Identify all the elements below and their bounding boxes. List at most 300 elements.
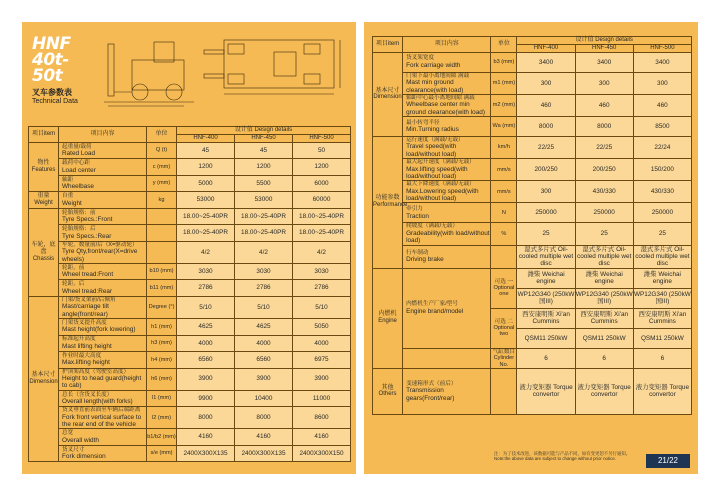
spec-item-zh: 自重 bbox=[62, 193, 74, 200]
engine-value: WP12G340 (250kW国III) bbox=[517, 288, 575, 308]
spec-item-zh: 轮胎规格：前 bbox=[62, 209, 96, 216]
others-value: 液力变矩器 Torque convertor bbox=[517, 368, 575, 414]
spec-item bbox=[403, 52, 491, 72]
spec-value: 10400 bbox=[235, 390, 293, 407]
spec-value: 5/10 bbox=[235, 296, 293, 318]
spec-item-en: Tyre Specs.:Front bbox=[62, 216, 113, 224]
engine-row bbox=[373, 348, 692, 368]
spec-value: 2786 bbox=[235, 280, 293, 297]
table-row bbox=[29, 296, 351, 318]
spec-unit: Q (t) bbox=[147, 142, 177, 159]
spec-item-zh: 车轮，数量前/后（X=驱动轮） bbox=[62, 241, 138, 248]
spec-item-zh: 门架货叉提升高度 bbox=[62, 319, 107, 326]
spec-value: 3900 bbox=[177, 368, 235, 390]
spec-item-en: Driving brake bbox=[406, 256, 444, 264]
engine-value: 西安康明斯 Xi'an Cummins bbox=[633, 308, 691, 328]
spec-unit: h3 (mm) bbox=[147, 335, 177, 352]
spec-item bbox=[403, 159, 491, 181]
engine-brand-label-en: Engine brand/model bbox=[406, 307, 464, 315]
spec-item-zh: 护顶架高度（驾驶室高度） bbox=[62, 368, 130, 375]
table-row bbox=[29, 368, 351, 390]
header-content: 项目内容 bbox=[59, 127, 147, 143]
others-item-zh: 变速箱形式（前后） bbox=[406, 380, 457, 387]
spec-value: 8600 bbox=[293, 407, 351, 429]
spec-value: 5000 bbox=[177, 175, 235, 192]
spec-item-en: Mast height(fork lowering) bbox=[62, 326, 136, 334]
others-item bbox=[403, 368, 491, 414]
spec-value: 430/330 bbox=[633, 181, 691, 203]
spec-item-en: Min.Turning radius bbox=[406, 126, 459, 134]
cylinder-zh: 气缸数目 bbox=[492, 348, 516, 355]
engine-value: QSM11 250kW bbox=[633, 328, 691, 348]
group-label bbox=[373, 368, 403, 414]
engine-value: 西安康明斯 Xi'an Cummins bbox=[575, 308, 633, 328]
engine-brand-label-zh: 内燃机生产厂家/型号 bbox=[406, 301, 458, 308]
footnote-zh: 注：为了技术改进，该数据可能与产品不同，如有变更恕不另行通知。 bbox=[494, 450, 631, 456]
spec-value: 4160 bbox=[293, 429, 351, 446]
spec-unit: Wa (mm) bbox=[491, 117, 517, 137]
spec-item-en: Wheel tread:Rear bbox=[62, 287, 113, 295]
spec-value: 5050 bbox=[293, 319, 351, 336]
spec-item-zh: 牵引力 bbox=[406, 206, 423, 213]
spec-value: 4/2 bbox=[177, 241, 235, 263]
model-line-1: HNF bbox=[32, 34, 71, 54]
spec-value: 18.00~25-40PR bbox=[177, 225, 235, 242]
table-row bbox=[29, 192, 351, 209]
spec-value: 6975 bbox=[293, 352, 351, 369]
spec-unit: m2 (mm) bbox=[491, 94, 517, 116]
spec-item-en: Mast lifting height bbox=[62, 342, 112, 350]
spec-item bbox=[59, 241, 147, 263]
spec-value: 8500 bbox=[633, 117, 691, 137]
title-en: Technical Data bbox=[32, 98, 78, 105]
engine-brand-label bbox=[403, 268, 491, 348]
table-row bbox=[29, 175, 351, 192]
group-label-en: Performance bbox=[373, 202, 408, 209]
spec-value: 200/250 bbox=[575, 159, 633, 181]
spec-unit: mm/s bbox=[491, 159, 517, 181]
spec-value: 2786 bbox=[293, 280, 351, 297]
spec-value: 45 bbox=[235, 142, 293, 159]
table-row bbox=[29, 241, 351, 263]
spec-value: 25 bbox=[633, 223, 691, 245]
table-row bbox=[373, 137, 692, 159]
spec-value: 45 bbox=[177, 142, 235, 159]
spec-value: 5500 bbox=[235, 175, 293, 192]
left-page bbox=[22, 22, 356, 474]
spec-value: 3030 bbox=[177, 263, 235, 280]
spec-value: 2400X300X135 bbox=[235, 445, 293, 462]
engine-value: 潍柴 Weichai engine bbox=[633, 268, 691, 288]
spec-item-en: Fork dimension bbox=[62, 453, 106, 461]
spec-item bbox=[403, 181, 491, 203]
group-label bbox=[29, 142, 59, 192]
group-label bbox=[29, 192, 59, 209]
spec-item bbox=[403, 94, 491, 116]
spec-item-en: Overall length(with forks) bbox=[62, 397, 133, 405]
spec-value: 1200 bbox=[177, 159, 235, 176]
spec-item-zh: 标准起升高度 bbox=[62, 336, 96, 343]
header-unit: 单位 bbox=[491, 37, 517, 53]
spec-item bbox=[59, 335, 147, 352]
spec-value: 2400X300X135 bbox=[177, 445, 235, 462]
group-label bbox=[29, 296, 59, 461]
spec-item bbox=[59, 225, 147, 242]
table-row bbox=[29, 390, 351, 407]
spec-unit: b11 (mm) bbox=[147, 280, 177, 297]
group-label-zh: 物性 bbox=[37, 160, 50, 167]
engine-value: QSM11 250kW bbox=[575, 328, 633, 348]
table-row bbox=[29, 429, 351, 446]
spec-value: 460 bbox=[633, 94, 691, 116]
group-label bbox=[373, 268, 403, 368]
spec-unit bbox=[147, 208, 177, 225]
spec-item-zh: 最大起升速度（满载/无载） bbox=[406, 159, 475, 166]
spec-value: 4000 bbox=[293, 335, 351, 352]
spec-item-zh: 爬坡度（满载/无载） bbox=[406, 223, 458, 230]
spec-unit: h6 (mm) bbox=[147, 368, 177, 390]
spec-item bbox=[59, 319, 147, 336]
spec-item-zh: 最大下降速度（满载/无载） bbox=[406, 181, 475, 188]
group-label-en: Chassis bbox=[32, 255, 55, 262]
spec-item-en: Tyre Qty,front/rear(X=drive wheels) bbox=[62, 248, 138, 263]
engine-value: 潍柴 Weichai engine bbox=[517, 268, 575, 288]
model-badge bbox=[32, 36, 88, 105]
spec-value: 150/200 bbox=[633, 159, 691, 181]
table-row bbox=[373, 52, 692, 72]
spec-value: 53000 bbox=[235, 192, 293, 209]
spec-item-zh: 门架/货叉架前/后倾角 bbox=[62, 296, 116, 303]
table-row bbox=[29, 352, 351, 369]
spec-value: 1200 bbox=[235, 159, 293, 176]
spec-value: 4625 bbox=[235, 319, 293, 336]
table-row bbox=[373, 159, 692, 181]
table-row bbox=[29, 335, 351, 352]
table-row bbox=[373, 223, 692, 245]
spec-value: 200/250 bbox=[517, 159, 575, 181]
spec-item-zh: 作业时最大高度 bbox=[62, 352, 102, 359]
engine-option-zh: 可选 一 bbox=[494, 278, 514, 285]
spec-value: 50 bbox=[293, 142, 351, 159]
spec-value: 湿式多片式 Oil-cooled multiple wet disc bbox=[635, 245, 690, 268]
engine-value: QSM11 250kW bbox=[517, 328, 575, 348]
engine-option-en: Optional one bbox=[493, 284, 515, 298]
spec-item bbox=[403, 117, 491, 137]
spec-item-zh: 轮距，后 bbox=[62, 281, 85, 288]
spec-value: 3030 bbox=[235, 263, 293, 280]
spec-item-zh: 起重量/载荷 bbox=[62, 143, 92, 150]
table-row bbox=[373, 181, 692, 203]
spec-item-zh: 载荷中心距 bbox=[62, 160, 90, 167]
spec-unit: Degree (°) bbox=[147, 296, 177, 318]
spec-item-en: Mast/carriage tilt angle(front/rear) bbox=[62, 303, 109, 318]
spec-item-en: Mast min ground clearance(with load) bbox=[406, 79, 464, 94]
table-row bbox=[29, 263, 351, 280]
left-spec-table bbox=[28, 126, 351, 462]
spec-value: 300 bbox=[517, 72, 575, 94]
spec-item-zh: 最小转弯半径 bbox=[406, 119, 440, 126]
spec-item-en: Rated Load bbox=[62, 150, 96, 158]
spec-item bbox=[59, 390, 147, 407]
spec-item bbox=[59, 159, 147, 176]
engine-option bbox=[491, 308, 517, 348]
group-label-zh: 基本尺寸 bbox=[375, 87, 400, 94]
spec-value: 53000 bbox=[177, 192, 235, 209]
spec-item-zh: 货叉垂直前表面至车辆后端距离 bbox=[62, 407, 141, 414]
header-design-details: 设计值 Design details bbox=[177, 127, 351, 135]
spec-value: 4/2 bbox=[293, 241, 351, 263]
spec-item-en: Load center bbox=[62, 166, 96, 174]
spec-value: 300 bbox=[575, 72, 633, 94]
right-page bbox=[364, 22, 698, 474]
group-label-en: Engine bbox=[378, 318, 397, 325]
group-label bbox=[373, 137, 408, 269]
footnote-en: Note:the above data are subject to change without prior notice. bbox=[494, 456, 617, 462]
spec-item bbox=[59, 192, 147, 209]
engine-option-en: Optional two bbox=[493, 324, 515, 338]
spec-item bbox=[59, 142, 147, 159]
cylinder-en: Cylinder No. bbox=[493, 355, 515, 368]
model-name: HNF-400 bbox=[177, 134, 235, 142]
spec-value: 6560 bbox=[177, 352, 235, 369]
spec-value: 4160 bbox=[235, 429, 293, 446]
spec-unit: s/e (mm) bbox=[147, 445, 177, 462]
spec-value: 430/330 bbox=[575, 181, 633, 203]
spec-unit bbox=[147, 225, 177, 242]
spec-unit: % bbox=[491, 223, 517, 245]
header-row bbox=[373, 37, 692, 45]
title-zh: 叉车参数表 bbox=[32, 88, 72, 97]
spec-unit: b1/b2 (mm) bbox=[147, 429, 177, 446]
others-row bbox=[373, 368, 692, 414]
spec-item bbox=[59, 407, 147, 429]
table-row bbox=[373, 203, 692, 223]
model-name: HNF-500 bbox=[293, 134, 351, 142]
spec-unit: h1 (mm) bbox=[147, 319, 177, 336]
spec-value: 3900 bbox=[235, 368, 293, 390]
spec-item-zh: 总长（含货叉长度） bbox=[62, 391, 113, 398]
spec-value: 250000 bbox=[517, 203, 575, 223]
group-label-zh: 内燃机 bbox=[378, 311, 397, 318]
spec-item bbox=[59, 368, 147, 390]
spec-item-en: Travel speed(with load/without load) bbox=[406, 143, 457, 158]
model-line-2: 40t-50t bbox=[32, 50, 69, 86]
spec-value: 3400 bbox=[633, 52, 691, 72]
spec-unit: b10 (mm) bbox=[147, 263, 177, 280]
engine-value: WP12G340 (250kW国III) bbox=[633, 288, 691, 308]
spec-unit: b3 (mm) bbox=[491, 52, 517, 72]
group-label bbox=[373, 52, 403, 136]
spec-value: 18.00~25-40PR bbox=[235, 208, 293, 225]
spec-item-zh: 轮距，前 bbox=[62, 264, 85, 271]
group-label-en: Others bbox=[378, 391, 397, 398]
table-row bbox=[29, 407, 351, 429]
spec-item bbox=[403, 203, 491, 223]
engine-value: 6 bbox=[517, 348, 575, 368]
spec-value: 60000 bbox=[293, 192, 351, 209]
spec-value: 3900 bbox=[293, 368, 351, 390]
group-label-en: Weight bbox=[34, 200, 53, 207]
spec-value: 250000 bbox=[575, 203, 633, 223]
spec-unit: kg bbox=[147, 192, 177, 209]
header-design-details: 设计值 Design details bbox=[517, 37, 692, 45]
spec-unit: km/h bbox=[491, 137, 517, 159]
spec-value: 460 bbox=[575, 94, 633, 116]
table-row bbox=[29, 208, 351, 225]
group-label-zh: 车轮，底盘 bbox=[31, 242, 56, 255]
spec-item-zh: 货叉架宽度 bbox=[406, 55, 435, 62]
engine-option bbox=[491, 268, 517, 308]
spec-item bbox=[59, 296, 147, 318]
group-label-zh: 其他 bbox=[381, 384, 394, 391]
table-row bbox=[29, 225, 351, 242]
spec-value: 湿式多片式 Oil-cooled multiple wet disc bbox=[577, 245, 632, 268]
spec-item-en: Weight bbox=[62, 199, 82, 207]
spec-unit bbox=[147, 241, 177, 263]
engine-value: WP12G340 (250kW国III) bbox=[575, 288, 633, 308]
spec-value: 3400 bbox=[517, 52, 575, 72]
cylinder-label bbox=[403, 348, 491, 368]
spec-unit: y (mm) bbox=[147, 175, 177, 192]
table-row bbox=[373, 72, 692, 94]
table-row bbox=[29, 159, 351, 176]
spec-value: 湿式多片式 Oil-cooled multiple wet disc bbox=[518, 245, 574, 268]
spec-unit: h4 (mm) bbox=[147, 352, 177, 369]
spec-item-zh: 轮胎规格：后 bbox=[62, 226, 96, 233]
spec-item-en: Max.lifting speed(with load/without load) bbox=[406, 165, 468, 180]
table-row bbox=[29, 445, 351, 462]
spec-value: 18.00~25-40PR bbox=[293, 208, 351, 225]
spec-item-zh: 货叉尺寸 bbox=[62, 446, 85, 453]
spec-unit: l1 (mm) bbox=[147, 390, 177, 407]
table-row bbox=[373, 94, 692, 116]
spec-item-zh: 行车制动 bbox=[406, 249, 429, 256]
spec-unit bbox=[491, 245, 517, 268]
spec-value: 460 bbox=[517, 94, 575, 116]
spec-item bbox=[59, 429, 147, 446]
spec-item bbox=[403, 223, 491, 245]
spec-value: 300 bbox=[517, 181, 575, 203]
spec-value: 8000 bbox=[517, 117, 575, 137]
spec-item bbox=[403, 72, 491, 94]
spec-value: 1200 bbox=[293, 159, 351, 176]
spec-value: 8000 bbox=[235, 407, 293, 429]
spec-item-zh: 总宽 bbox=[62, 430, 74, 437]
spec-item bbox=[59, 263, 147, 280]
header-item: 项目item bbox=[373, 37, 403, 53]
table-row bbox=[29, 319, 351, 336]
header-content: 项目内容 bbox=[403, 37, 491, 53]
spec-item-en: Height to head guard(height to cab) bbox=[62, 374, 142, 390]
table-row bbox=[373, 245, 692, 268]
engine-value: 6 bbox=[633, 348, 691, 368]
spec-value: 8000 bbox=[575, 117, 633, 137]
spec-value: 6000 bbox=[293, 175, 351, 192]
model-name: HNF-500 bbox=[633, 44, 691, 52]
spec-item-en: Gradeability(with load/without load) bbox=[406, 229, 490, 245]
spec-value: 22/25 bbox=[575, 137, 633, 159]
engine-value: 6 bbox=[575, 348, 633, 368]
spec-item-zh: 运行速度（满载/无载） bbox=[406, 137, 464, 144]
spec-item-en: Tyre Specs.:Rear bbox=[62, 232, 112, 240]
spec-value: 25 bbox=[517, 223, 575, 245]
spec-value: 4000 bbox=[177, 335, 235, 352]
engine-value: 潍柴 Weichai engine bbox=[575, 268, 633, 288]
spec-value: 2400X300X150 bbox=[293, 445, 351, 462]
group-label-zh: 功能参数 bbox=[375, 195, 400, 202]
spec-item bbox=[59, 208, 147, 225]
spec-item-en: Max.Lowering speed(with load/without load) bbox=[406, 187, 479, 203]
spec-value: 2786 bbox=[177, 280, 235, 297]
group-label bbox=[29, 208, 59, 296]
spec-item-zh: 门架下最小离地间隙 满载 bbox=[406, 72, 470, 79]
spec-unit: m1 (mm) bbox=[491, 72, 517, 94]
forklift-drawing bbox=[104, 32, 354, 110]
spec-unit: c (mm) bbox=[147, 159, 177, 176]
group-label-en: Dimension bbox=[373, 94, 402, 101]
model-name: HNF-400 bbox=[517, 44, 575, 52]
spec-unit: l2 (mm) bbox=[147, 407, 177, 429]
spec-value: 22/24 bbox=[633, 137, 691, 159]
spec-item bbox=[59, 352, 147, 369]
table-row bbox=[29, 280, 351, 297]
others-unit bbox=[491, 368, 517, 414]
table-row bbox=[29, 142, 351, 159]
others-item-en: Transmission gears(Front/rear) bbox=[406, 387, 455, 402]
spec-value: 22/25 bbox=[517, 137, 575, 159]
others-value: 液力变矩器 Torque convertor bbox=[633, 368, 691, 414]
footnote bbox=[494, 451, 630, 462]
spec-value: 4160 bbox=[177, 429, 235, 446]
spec-value: 18.00~25-40PR bbox=[235, 225, 293, 242]
header-row bbox=[29, 127, 351, 135]
cylinder-unit bbox=[491, 348, 517, 368]
spec-item-zh: 轴距中心最小离地间隙 满载 bbox=[406, 94, 475, 101]
spec-value: 3400 bbox=[575, 52, 633, 72]
spec-item-en: Traction bbox=[406, 212, 429, 220]
group-label-zh: 重量 bbox=[37, 193, 50, 200]
spec-value: 4625 bbox=[177, 319, 235, 336]
spec-value: 4/2 bbox=[235, 241, 293, 263]
spec-value: 6560 bbox=[235, 352, 293, 369]
group-label-zh: 基本尺寸 bbox=[31, 372, 56, 379]
spec-value: 9900 bbox=[177, 390, 235, 407]
header-unit: 单位 bbox=[147, 127, 177, 143]
spec-unit: mm/s bbox=[491, 181, 517, 203]
engine-row bbox=[373, 268, 692, 288]
header-item: 项目item bbox=[29, 127, 59, 143]
spec-item bbox=[403, 137, 491, 159]
group-label-en: Dimension bbox=[29, 379, 58, 386]
spec-value: 3030 bbox=[293, 263, 351, 280]
engine-option-zh: 可选 二 bbox=[494, 318, 514, 325]
right-spec-table bbox=[372, 36, 692, 415]
spec-item-en: Wheelbase center min ground clearance(with load) bbox=[406, 101, 485, 116]
engine-value: 西安康明斯 Xi'an Cummins bbox=[517, 308, 575, 328]
spec-value: 5/10 bbox=[293, 296, 351, 318]
spec-value: 25 bbox=[575, 223, 633, 245]
spec-item bbox=[59, 175, 147, 192]
model-name: HNF-450 bbox=[575, 44, 633, 52]
spec-item-en: Wheel tread:Front bbox=[62, 271, 114, 279]
spec-item-en: Wheelbase bbox=[62, 183, 94, 191]
page-number: 21/22 bbox=[646, 454, 690, 468]
others-value: 液力变矩器 Torque convertor bbox=[575, 368, 633, 414]
spec-item bbox=[59, 445, 147, 462]
spec-value: 11000 bbox=[293, 390, 351, 407]
model-name: HNF-450 bbox=[235, 134, 293, 142]
spec-value: 4000 bbox=[235, 335, 293, 352]
